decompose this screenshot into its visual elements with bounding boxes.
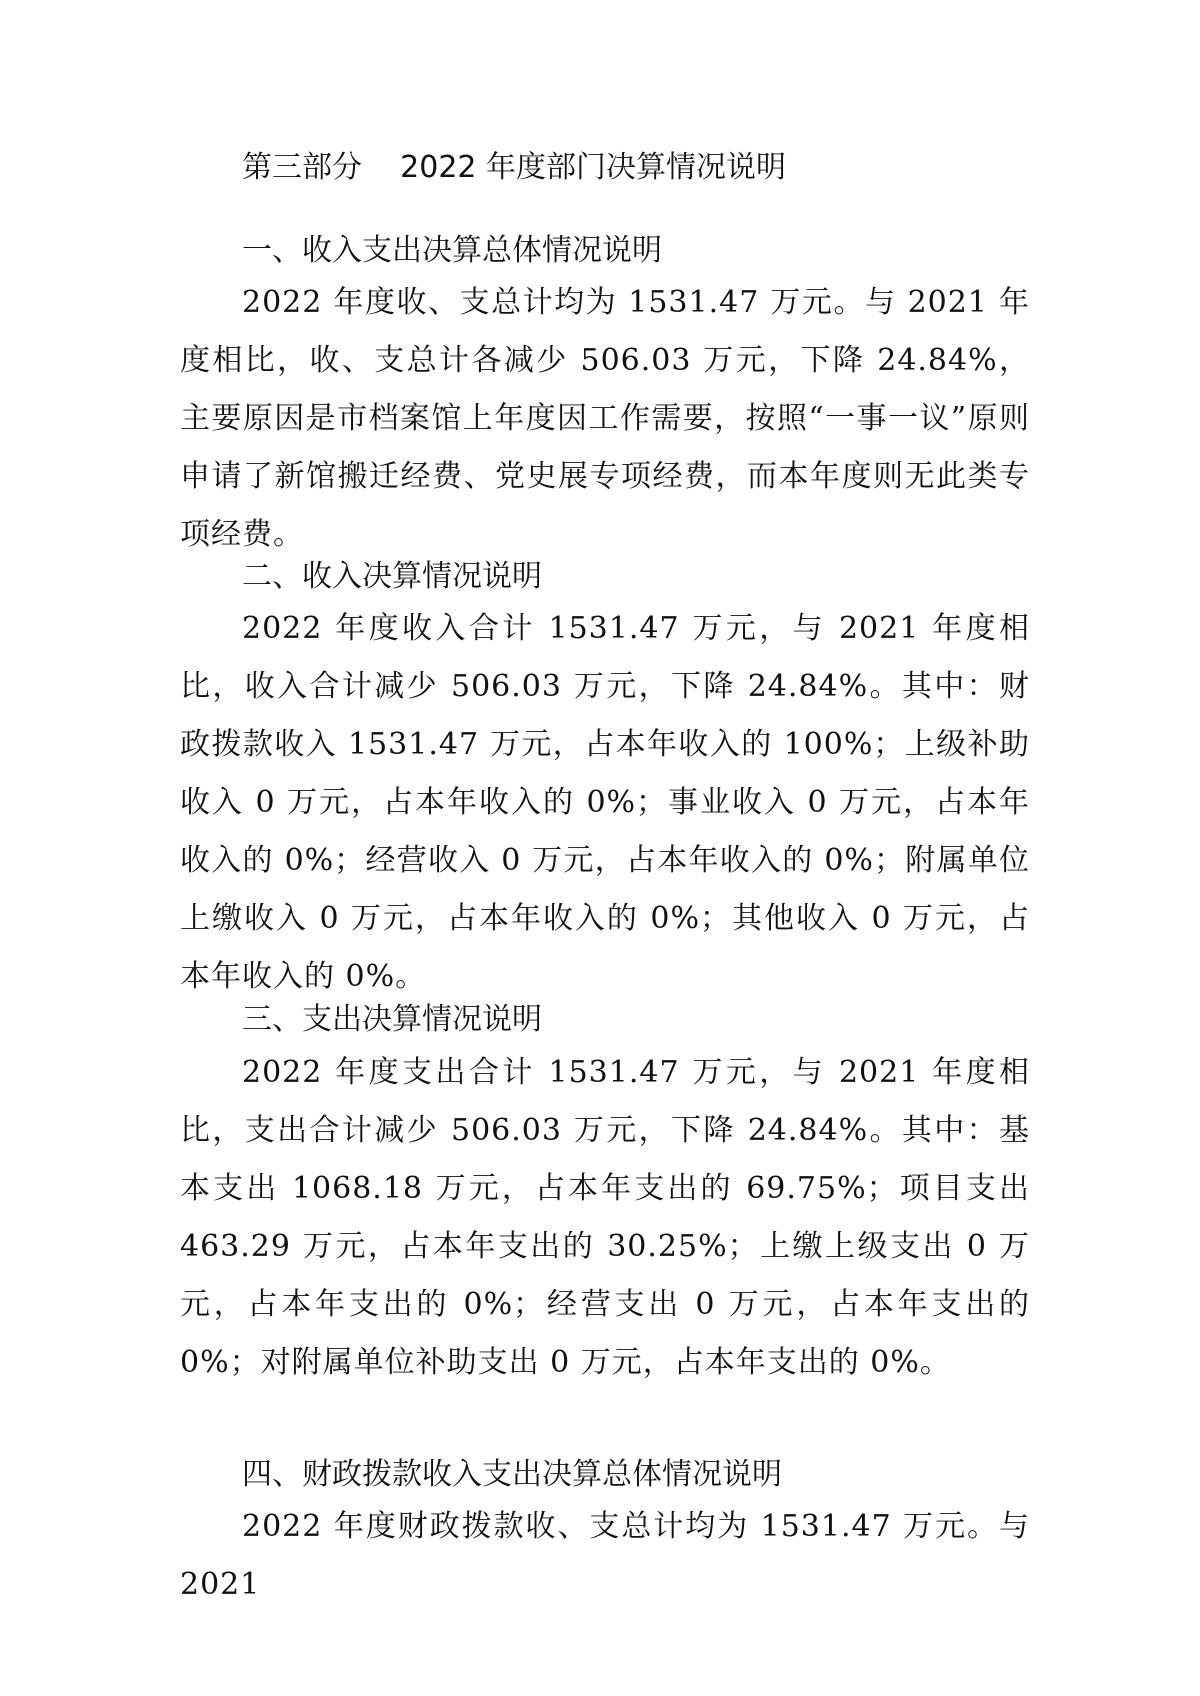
part-title: 第三部分 2022 年度部门决算情况说明 [242,150,787,185]
section-4-body: 2022 年度财政拨款收、支总计均为 1531.47 万元。与 2021 [180,1509,1030,1602]
section-2-heading: 二、收入决算情况说明 [242,559,542,594]
section-3-body: 2022 年度支出合计 1531.47 万元，与 2021 年度相比，支出合计减少 506.03 万元，下降 24.84%。其中：基本支出 1068.18 万元，占本年支出的 69.75%；项目支出 463.29 万元，占本年支出的 30.25%；上缴上级支出 0 万元，占本年支出的 0%；经营支出 0 万元，占本年支出的 0%；对附属单位补助支出 0 万元，占本年支出的 0%。 [180,1055,1030,1380]
section-3-heading: 三、支出决算情况说明 [242,1002,542,1037]
section-1-heading: 一、收入支出决算总体情况说明 [242,233,662,268]
section-4-heading: 四、财政拨款收入支出决算总体情况说明 [242,1457,782,1492]
section-2-body: 2022 年度收入合计 1531.47 万元，与 2021 年度相比，收入合计减少 506.03 万元，下降 24.84%。其中：财政拨款收入 1531.47 万元，占本年收入的 100%；上级补助收入 0 万元，占本年收入的 0%；事业收入 0 万元，占本年收入的 0%；经营收入 0 万元，占本年收入的 0%；附属单位上缴收入 0 万元，占本年收入的 0%；其他收入 0 万元，占本年收入的 0%。 [180,611,1030,994]
section-1-body: 2022 年度收、支总计均为 1531.47 万元。与 2021 年度相比，收、支总计各减少 506.03 万元，下降 24.84%，主要原因是市档案馆上年度因工作需要，按照“一事一议”原则申请了新馆搬迁经费、党史展专项经费，而本年度则无此类专项经费。 [180,285,1030,552]
